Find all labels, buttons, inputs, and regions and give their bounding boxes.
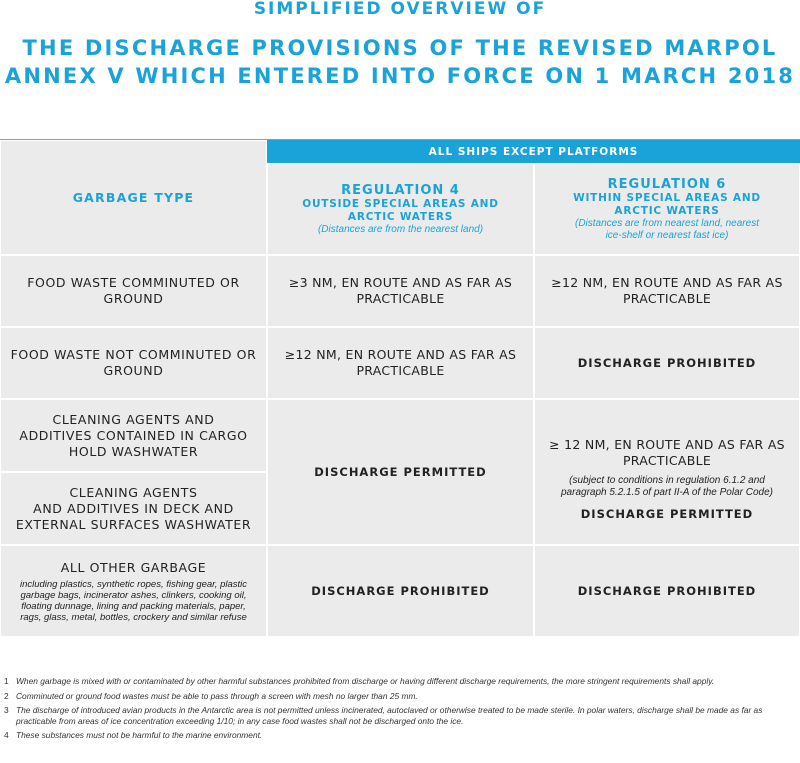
included-line: rags, glass, metal, bottles, crockery and similar refuse [20,611,247,623]
reg4-value-line: ≥12 NM, EN ROUTE AND AS FAR AS [284,347,517,362]
row-cleaning-cargo-label [0,399,267,472]
reg4-value-line: PRACTICABLE [356,291,445,306]
included-line: including plastics, synthetic ropes, fishing gear, plastic [19,578,248,590]
footnote-number: 3 [4,705,9,715]
title-line-2: ANNEX V WHICH ENTERED INTO FORCE ON 1 MARCH 2018 [4,64,796,88]
reg6-value-line: ≥ 12 NM, EN ROUTE AND AS FAR AS [549,437,785,452]
garbage-type-header [0,140,267,255]
reg6-value: DISCHARGE PROHIBITED [577,584,757,598]
reg6-value-line: PRACTICABLE [622,291,712,306]
regulation-4-header [267,163,534,255]
row-label-line: AND ADDITIVES IN DECK AND [33,500,234,516]
reg4-value: DISCHARGE PROHIBITED [311,584,490,598]
row-label-line: CLEANING AGENTS [69,484,198,500]
all-ships-header: ALL SHIPS EXCEPT PLATFORMS [267,140,800,163]
reg4-value-line: ≥3 NM, EN ROUTE AND AS FAR AS [288,275,513,290]
reg4-subtitle-1: OUTSIDE SPECIAL AREAS AND [302,197,499,210]
row-all-other-reg6 [534,545,800,637]
footnote-number: 1 [4,676,9,686]
row-label-line: ALL OTHER GARBAGE [60,559,207,575]
included-items [20,579,247,623]
page-title [0,34,800,90]
row-food-not-comminuted-reg6 [534,327,800,399]
garbage-type-label: GARBAGE TYPE [72,190,195,205]
footnote-text: The discharge of introduced avian products in the Antarctic area is not permitted unless incinerated, autoclaved or otherwise treated to be made sterile. In polar waters, discharge shall be made as far as practicable from areas of ice concentration exceeding 1/10; in any case food wastes shall not be discharged onto the ice. [16,705,763,726]
row-food-not-comminuted-label [0,327,267,399]
supertitle: SIMPLIFIED OVERVIEW OF [253,0,547,19]
reg6-subtitle-2: ARCTIC WATERS [614,204,720,217]
reg6-condition-line: paragraph 5.2.1.5 of part II-A of the Polar Code) [561,487,773,498]
footnote-number: 4 [4,730,9,740]
footnotes [4,676,796,745]
reg6-condition-line: (subject to conditions in regulation 6.1.2 and [569,475,765,486]
included-line: garbage bags, incinerator ashes, clinkers, cooking oil, [20,589,247,601]
reg6-value: DISCHARGE PROHIBITED [577,356,757,370]
footnote [4,676,796,687]
reg4-value-line: PRACTICABLE [356,363,445,378]
discharge-permitted: DISCHARGE PERMITTED [580,507,754,521]
row-label-line: ADDITIVES CONTAINED IN CARGO [19,427,248,443]
footnote [4,730,796,741]
row-all-other-reg4 [267,545,534,637]
reg6-value-line: ≥12 NM, EN ROUTE AND AS FAR AS [551,275,783,290]
row-label-line: CLEANING AGENTS AND [52,411,215,427]
footnote-number: 2 [4,690,9,701]
cleaning-reg6-merged [534,399,800,545]
regulation-6-header [534,163,800,255]
row-label-line: FOOD WASTE NOT COMMINUTED OR [10,347,257,362]
title-line-1: THE DISCHARGE PROVISIONS OF THE REVISED MARPOL [22,36,778,60]
cleaning-reg4-merged [267,399,534,545]
row-food-comminuted-reg4 [267,255,534,327]
reg4-subtitle-2: ARCTIC WATERS [347,210,454,223]
discharge-permitted: DISCHARGE PERMITTED [314,465,487,479]
reg6-note-2: ice-shelf or nearest fast ice) [605,229,729,241]
row-label-line: GROUND [103,363,164,378]
footnote-text: Comminuted or ground food wastes must be able to pass through a screen with mesh no larger than 25 mm. [16,690,418,701]
footnote-text: These substances must not be harmful to the marine environment. [16,730,263,740]
footnote [4,705,796,726]
row-food-comminuted-label [0,255,267,327]
row-food-comminuted-reg6 [534,255,800,327]
row-label-line: HOLD WASHWATER [68,443,199,459]
row-food-not-comminuted-reg4 [267,327,534,399]
footnote [4,691,796,702]
reg6-title: REGULATION 6 [607,176,727,192]
reg6-subtitle-1: WITHIN SPECIAL AREAS AND [573,191,761,204]
reg6-note-1: (Distances are from nearest land, nearest [575,217,759,229]
row-label-line: GROUND [103,291,164,306]
reg4-note: (Distances are from the nearest land) [317,223,484,235]
reg6-value-line: PRACTICABLE [622,453,712,468]
row-label-line: FOOD WASTE COMMINUTED OR [27,275,240,290]
included-line: floating dunnage, lining and packing materials, paper, [21,600,246,612]
row-label-line: EXTERNAL SURFACES WASHWATER [15,516,252,532]
reg4-title: REGULATION 4 [341,182,460,198]
row-all-other-label [0,545,267,637]
footnote-text: When garbage is mixed with or contaminated by other harmful substances prohibited from discharge or having different discharge requirements, the more stringent requirements shall apply. [16,676,715,686]
row-cleaning-deck-label [0,472,267,545]
